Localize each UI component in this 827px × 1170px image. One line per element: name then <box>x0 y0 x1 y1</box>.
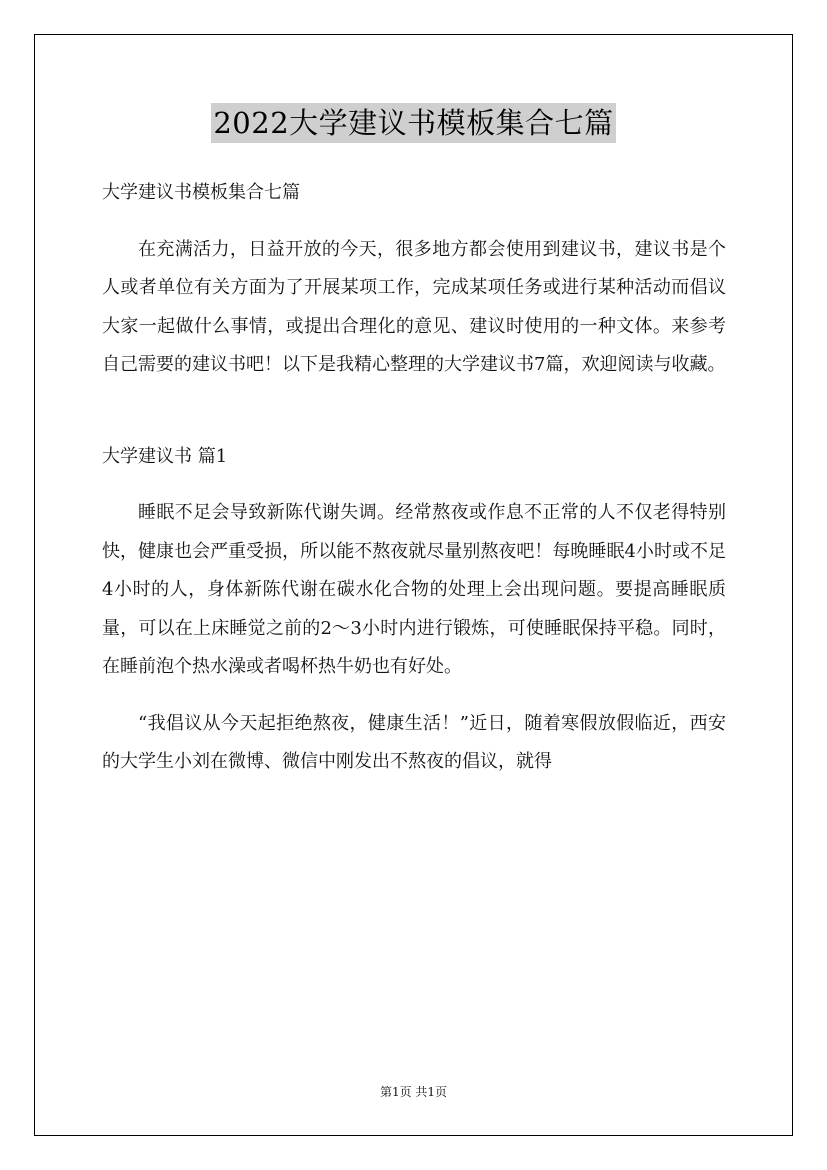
section-paragraph-quote: “我倡议从今天起拒绝熬夜，健康生活！”近日，随着寒假放假临近，西安的大学生小刘在微博、微信中刚发出不熬夜的倡议，就得 <box>102 712 726 772</box>
document-subtitle: 大学建议书模板集合七篇 <box>102 182 300 203</box>
title-container <box>0 103 827 143</box>
page-footer: 第1页 共1页 <box>379 1085 448 1099</box>
document-title: 2022大学建议书模板集合七篇 <box>211 103 615 143</box>
section-heading: 大学建议书 篇1 <box>102 445 228 467</box>
section-paragraph: 睡眠不足会导致新陈代谢失调。经常熬夜或作息不正常的人不仅老得特别快，健康也会严重受损，所以能不熬夜就尽量别熬夜吧！每晚睡眠4小时或不足4小时的人，身体新陈代谢在碳水化合物的处理上会出现问题。要提高睡眠质量，可以在上床睡觉之前的2～3小时内进行锻炼，可使睡眠保持平稳。同时，在睡前泡个热水澡或者喝杯热牛奶也有好处。 <box>102 502 726 677</box>
document-body <box>102 174 726 782</box>
intro-paragraph: 在充满活力，日益开放的今天，很多地方都会使用到建议书，建议书是个人或者单位有关方面为了开展某项工作，完成某项任务或进行某种活动而倡议大家一起做什么事情，或提出合理化的意见、建议时使用的一种文体。来参考自己需要的建议书吧！以下是我精心整理的大学建议书7篇，欢迎阅读与收藏。 <box>102 238 726 375</box>
